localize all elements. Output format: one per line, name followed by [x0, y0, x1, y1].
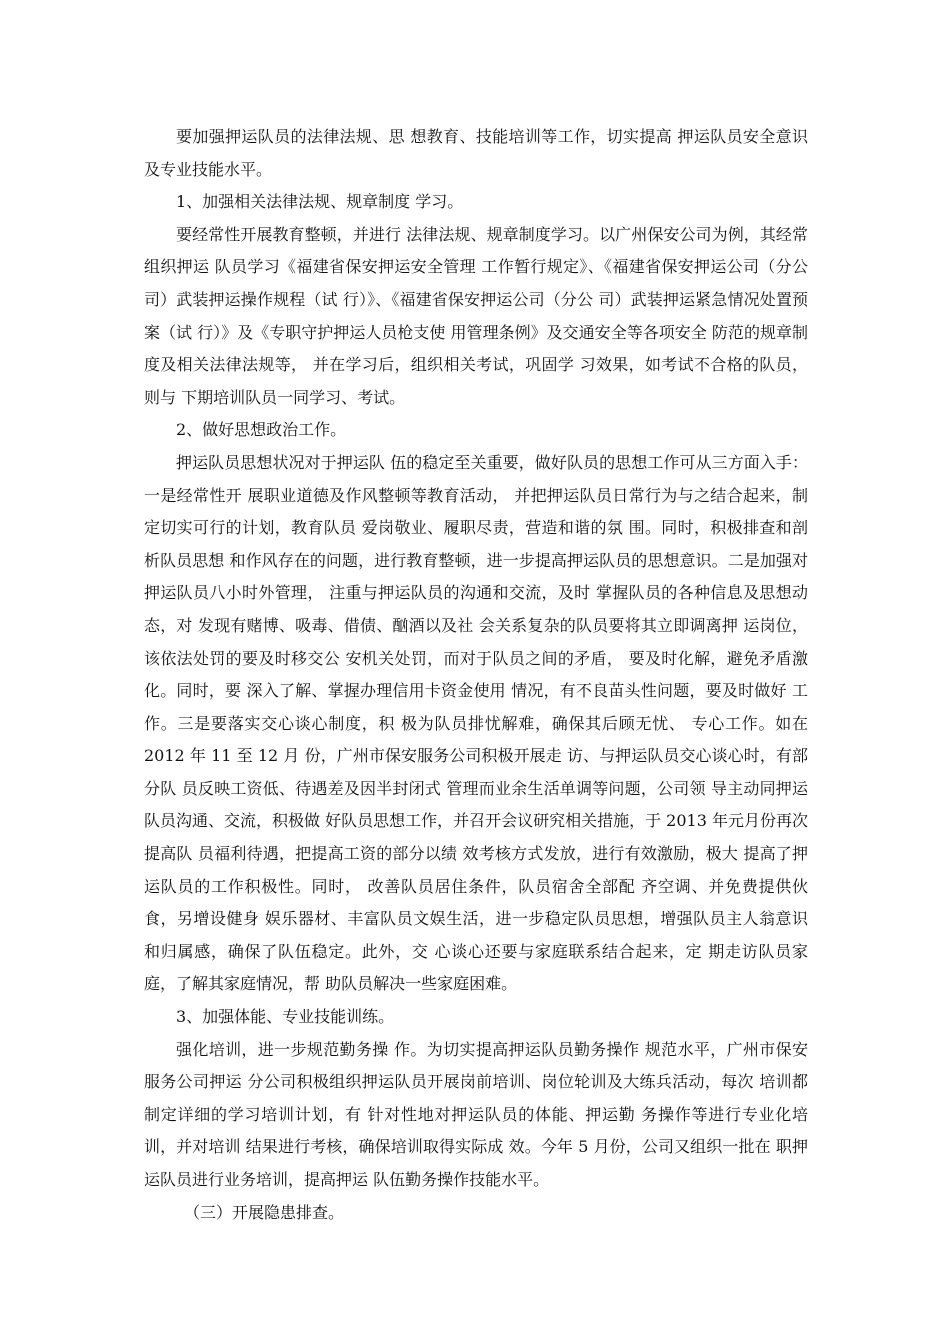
paragraph-intro: 要加强押运队员的法律法规、思 想教育、技能培训等工作，切实提高 押运队员安全意识及专业技能水平。: [144, 127, 808, 179]
paragraph-skill-training: 强化培训，进一步规范勤务操 作。为切实提高押运队员勤务操作 规范水平，广州市保安服务公司押运 分公司积极组织押运队员开展岗前培训、岗位轮训及大练兵活动，每次 培训都制定详细的学习培训计划，有 针对性地对押运队员的体能、押运勤 务操作等进行专业化培训，并对培训 结果进行考核，确保培训取得实际成 效。今年 5 月份，公司又组织一批在 职押运队员进行业务培训，提高押运 队伍勤务操作技能水平。: [144, 1039, 808, 1189]
document-body: [144, 121, 808, 1229]
heading-ideology-work: 2、做好思想政治工作。: [176, 420, 347, 440]
paragraph-ideology-work: 押运队员思想状况对于押运队 伍的稳定至关重要，做好队员的思想工作可从三方面入手：一是经常性开 展职业道德及作风整顿等教育活动， 并把押运队员日常行为与之结合起来，制定切实可行的计划，教育队员 爱岗敬业、履职尽责，营造和谐的氛 围。同时，积极排查和剖析队员思想 和作风存在的问题，进行教育整顿，进一步提高押运队员的思想意识。二是加强对押运队员八小时外管理， 注重与押运队员的沟通和交流，及时 掌握队员的各种信息及思想动态，对 发现有赌博、吸毒、借债、酗酒以及社 会关系复杂的队员要将其立即调离押 运岗位，该依法处罚的要及时移交公 安机关处罚，而对于队员之间的矛盾， 要及时化解，避免矛盾激化。同时，要 深入了解、掌握办理信用卡资金使用 情况，有不良苗头性问题，要及时做好 工作。三是要落实交心谈心制度，积 极为队员排忧解难，确保其后顾无忧、 专心工作。如在 2012 年 11 至 12 月 份，广州市保安服务公司积极开展走 访、与押运队员交心谈心时，有部分队 员反映工资低、待遇差及因半封闭式 管理而业余生活单调等问题，公司领 导主动同押运队员沟通、交流，积极做 好队员思想工作，并召开会议研究相关措施，于 2013 年元月份再次提高队 员福利待遇，把提高工资的部分以绩 效考核方式发放，进行有效激励，极大 提高了押运队员的工作积极性。同时， 改善队员居住条件，队员宿舍全部配 齐空调、并免费提供伙食，另增设健身 娱乐器材、丰富队员文娱生活，进一步稳定队员思想，增强队员主人翁意识 和归属感，确保了队伍稳定。此外，交 心谈心还要与家庭联系结合起来，定 期走访队员家庭，了解其家庭情况，帮 助队员解决一些家庭困难。: [144, 452, 808, 994]
heading-skill-training: 3、加强体能、专业技能训练。: [176, 1007, 395, 1027]
paragraph-law-study: 要经常性开展教育整顿，并进行 法律法规、规章制度学习。以广州保安公司为例，其经常组织押运 队员学习《福建省保安押运安全管理 工作暂行规定》、《福建省保安押运公司（分公司）武装押运操作规程（试 行）》、《福建省保安押运公司（分公 司）武装押运紧急情况处置预案（试 行）》及《专职守护押运人员枪支使 用管理条例》及交通安全等各项安全 防范的规章制度及相关法律法规等， 并在学习后，组织相关考试，巩固学 习效果，如考试不合格的队员，则与 下期培训队员一同学习、考试。: [144, 224, 808, 407]
heading-law-study: 1、加强相关法律法规、规章制度 学习。: [176, 192, 464, 212]
section-heading-hazard-check: （三）开展隐患排查。: [184, 1202, 345, 1222]
